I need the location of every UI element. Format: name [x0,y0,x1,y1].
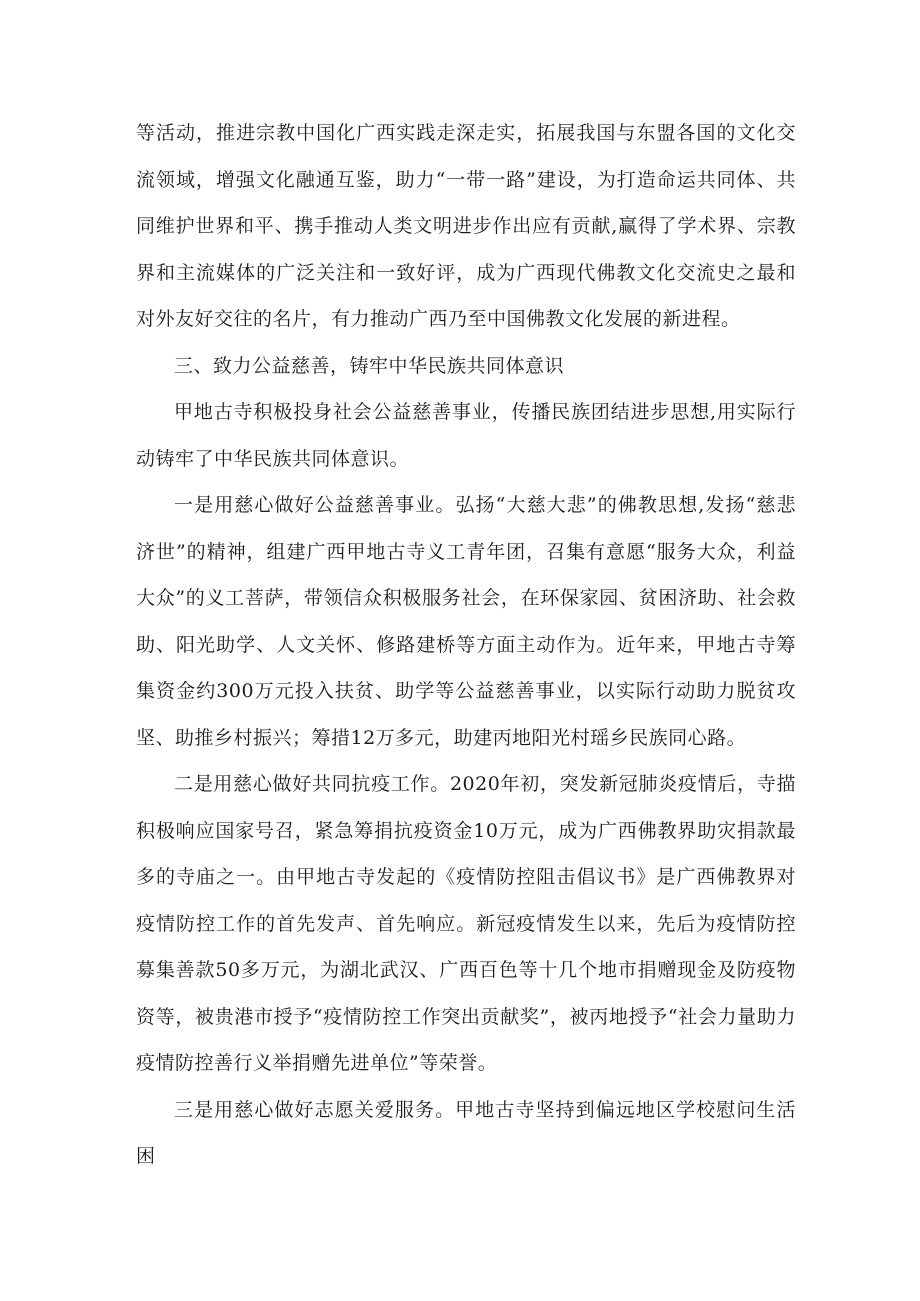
section-heading: 三、致力公益慈善，铸牢中华民族共同体意识 [174,354,565,377]
document-body [136,110,796,1180]
paragraph-third-point: 三是用慈心做好志愿关爱服务。甲地古寺坚持到偏远地区学校慰问生活困 [136,1098,796,1167]
paragraph-second-point: 二是用慈心做好共同抗疫工作。2020年初，突发新冠肺炎疫情后，寺描积极响应国家号召，紧急筹捐抗疫资金10万元，成为广西佛教界助灾捐款最多的寺庙之一。由甲地古寺发起的《疫情防控阻击倡议书》是广西佛教界对疫情防控工作的首先发声、首先响应。新冠疫情发生以来，先后为疫情防控募集善款50多万元，为湖北武汉、广西百色等十几个地市捐赠现金及防疫物资等，被贵港市授予“疫情防控工作突出贡献奖”，被丙地授予“社会力量助力疫情防控善行义举捐赠先进单位”等荣誉。 [136,773,796,1074]
paragraph-intro: 甲地古寺积极投身社会公益慈善事业，传播民族团结进步思想,用实际行动铸牢了中华民族共同体意识。 [136,401,796,470]
paragraph-continuation: 等活动，推进宗教中国化广西实践走深走实，拓展我国与东盟各国的文化交流领域，增强文化融通互鉴，助力“一带一路”建设，为打造命运共同体、共同维护世界和平、携手推动人类文明进步作出应有贡献,赢得了学术界、宗教界和主流媒体的广泛关注和一致好评，成为广西现代佛教文化交流史之最和对外友好交往的名片，有力推动广西乃至中国佛教文化发展的新进程。 [136,122,796,330]
paragraph-first-point: 一是用慈心做好公益慈善事业。弘扬“大慈大悲”的佛教思想,发扬“慈悲济世”的精神，组建广西甲地古寺义工青年团，召集有意愿“服务大众，利益大众”的义工菩萨，带领信众积极服务社会，在环保家园、贫困济助、社会救助、阳光助学、人文关怀、修路建桥等方面主动作为。近年来，甲地古寺筹集资金约300万元投入扶贫、助学等公益慈善事业，以实际行动助力脱贫攻坚、助推乡村振兴；筹措12万多元，助建丙地阳光村瑶乡民族同心路。 [136,494,796,749]
